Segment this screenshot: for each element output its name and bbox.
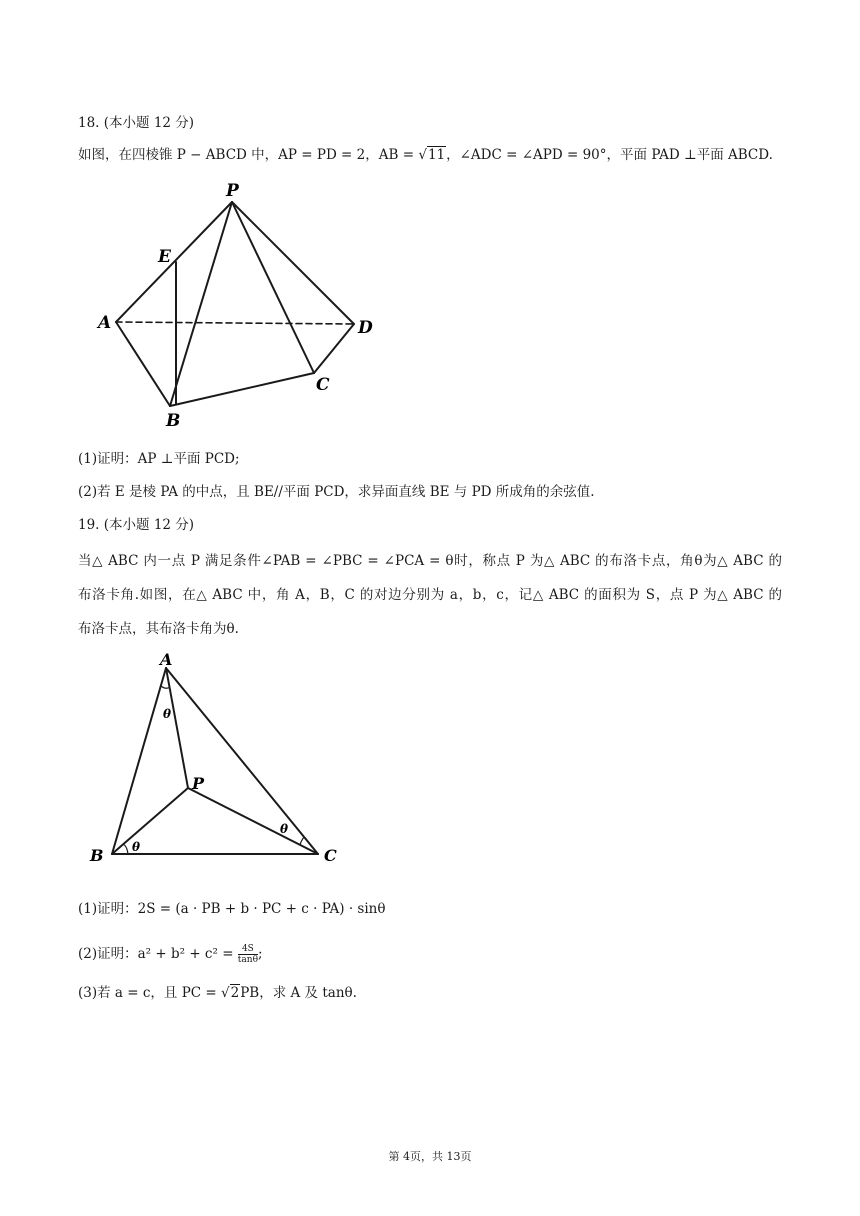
side-AC bbox=[166, 668, 318, 854]
edge-CD bbox=[314, 324, 354, 373]
q19-part2-suffix: ; bbox=[258, 946, 263, 962]
edge-PD bbox=[232, 202, 354, 324]
q19-part2-prefix: (2)证明：a² + b² + c² = bbox=[78, 946, 238, 962]
q19-stem-line2: 布洛卡角.如图，在△ ABC 中，角 A，B，C 的对边分别为 a，b，c，记△ ABC 的面积为 S，点 P 为△ ABC 的 bbox=[78, 587, 782, 603]
label-C: C bbox=[316, 375, 330, 395]
edge-BC bbox=[170, 373, 314, 406]
label-D: D bbox=[358, 318, 373, 338]
q19-part3-sqrt: 2 bbox=[230, 985, 240, 1001]
q19-part3-b: PB，求 A 及 tanθ. bbox=[240, 985, 357, 1001]
side-AB bbox=[112, 668, 166, 854]
label-B: B bbox=[90, 846, 104, 865]
q19-part2 bbox=[78, 944, 263, 965]
label-A: A bbox=[160, 650, 173, 669]
q18-pyramid-figure bbox=[90, 180, 390, 430]
q18-stem bbox=[78, 146, 773, 164]
q19-header: 19. (本小题 12 分) bbox=[78, 517, 195, 533]
q19-triangle-figure bbox=[82, 648, 352, 873]
sqrt-symbol: √ bbox=[418, 147, 427, 163]
theta-label-A: θ bbox=[163, 707, 172, 721]
label-B: B bbox=[166, 411, 181, 430]
theta-label-B: θ bbox=[132, 840, 141, 854]
label-A: A bbox=[98, 313, 112, 333]
label-E: E bbox=[158, 247, 171, 267]
fraction bbox=[238, 944, 258, 965]
angle-arc-B bbox=[123, 844, 128, 854]
label-P: P bbox=[226, 181, 239, 201]
label-P: P bbox=[192, 774, 205, 793]
q19-part3 bbox=[78, 984, 357, 1002]
q18-part1: (1)证明：AP ⊥平面 PCD; bbox=[78, 451, 240, 467]
segment-PA bbox=[166, 668, 188, 788]
q19-stem-line1: 当△ ABC 内一点 P 满足条件∠PAB = ∠PBC = ∠PCA = θ时，称点 P 为△ ABC 的布洛卡点，角θ为△ ABC 的 bbox=[78, 553, 782, 569]
theta-label-C: θ bbox=[280, 822, 289, 836]
q19-part1: (1)证明：2S = (a · PB + b · PC + c · PA) · sinθ bbox=[78, 901, 386, 917]
edge-PC bbox=[232, 202, 314, 373]
edge-AD-hidden bbox=[116, 322, 354, 324]
q18-stem-part-a: 如图，在四棱锥 P − ABCD 中，AP = PD = 2，AB = bbox=[78, 147, 419, 163]
q18-stem-part-b: ，∠ADC = ∠APD = 90°，平面 PAD ⊥平面 ABCD. bbox=[446, 147, 773, 163]
edge-AB bbox=[116, 322, 170, 406]
q18-stem-sqrt: 11 bbox=[427, 147, 446, 163]
q18-header: 18. (本小题 12 分) bbox=[78, 115, 195, 131]
q18-part2: (2)若 E 是棱 PA 的中点，且 BE//平面 PCD，求异面直线 BE 与 PD 所成角的余弦值. bbox=[78, 484, 595, 500]
page-footer: 第 4页，共 13页 bbox=[388, 1150, 472, 1163]
q19-stem-line3: 布洛卡点，其布洛卡角为θ. bbox=[78, 621, 239, 637]
q19-part3-a: (3)若 a = c，且 PC = √ bbox=[78, 985, 230, 1001]
fraction-denominator: tanθ bbox=[237, 955, 258, 965]
segment-PC bbox=[188, 788, 318, 854]
angle-arc-C bbox=[300, 837, 304, 845]
fraction-numerator: 4S bbox=[238, 944, 258, 955]
edge-PB bbox=[170, 202, 232, 406]
label-C: C bbox=[324, 846, 337, 865]
